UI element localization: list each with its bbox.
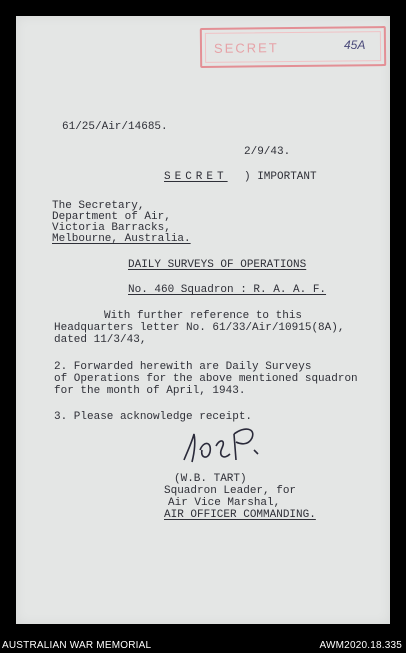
- footer-accession-number: AWM2020.18.335: [319, 640, 402, 651]
- signatory-for: Air Vice Marshal,: [168, 497, 281, 509]
- addressee-line: Victoria Barracks,: [52, 222, 171, 234]
- body-line: 3. Please acknowledge receipt.: [54, 411, 253, 423]
- signatory-title: AIR OFFICER COMMANDING.: [164, 509, 316, 521]
- folio-number: 45A: [344, 38, 366, 52]
- reference-number: 61/25/Air/14685.: [62, 121, 168, 133]
- body-line: Headquarters letter No. 61/33/Air/10915(8A),: [54, 322, 345, 334]
- subject-title: DAILY SURVEYS OF OPERATIONS: [128, 259, 307, 271]
- body-line: of Operations for the above mentioned squadron: [54, 373, 358, 385]
- signatory-name: (W.B. TART): [174, 473, 247, 485]
- body-line: With further reference to this: [104, 310, 303, 322]
- addressee-line: Department of Air,: [52, 211, 171, 223]
- addressee-line: The Secretary,: [52, 200, 145, 212]
- handwritten-signature: [178, 420, 270, 468]
- letter-date: 2/9/43.: [244, 146, 291, 158]
- important-heading: ) IMPORTANT: [244, 171, 317, 183]
- signatory-rank: Squadron Leader, for: [164, 485, 297, 497]
- addressee-line: Melbourne, Australia.: [52, 233, 191, 245]
- stamp-text: SECRET: [213, 40, 279, 56]
- body-line: for the month of April, 1943.: [54, 385, 246, 397]
- secret-heading: SECRET: [164, 171, 228, 183]
- body-line: 2. Forwarded herewith are Daily Surveys: [54, 361, 312, 373]
- body-line: dated 11/3/43,: [54, 334, 147, 346]
- footer-institution: AUSTRALIAN WAR MEMORIAL: [2, 640, 152, 651]
- squadron-line: No. 460 Squadron : R. A. A. F.: [128, 284, 327, 296]
